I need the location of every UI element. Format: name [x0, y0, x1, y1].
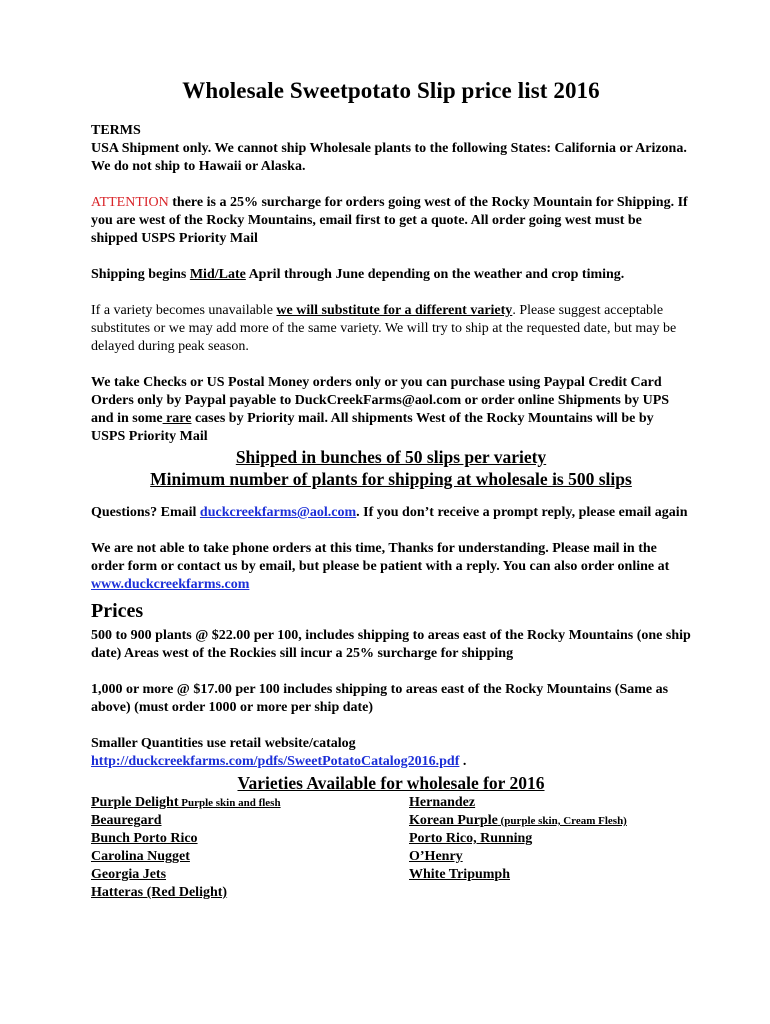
phone-paragraph	[91, 540, 691, 594]
varieties-left-column	[91, 794, 409, 902]
variety-item: White Tripumph	[409, 867, 511, 882]
variety-item: O’Henry	[409, 849, 463, 864]
minimum-headline: Minimum number of plants for shipping at wholesale is 500 slips	[150, 469, 632, 489]
variety-item: Hernandez	[409, 795, 476, 810]
varieties-heading: Varieties Available for wholesale for 2016	[237, 773, 545, 793]
smaller-quantities-paragraph	[91, 735, 691, 771]
variety-item: Hatteras (Red Delight)	[91, 885, 228, 900]
smaller-text: Smaller Quantities use retail website/catalog	[91, 736, 356, 751]
payment-text-after: cases by Priority mail. All shipments West of the Rocky Mountains will be by USPS Priority Mail	[91, 411, 654, 444]
shipping-paragraph	[91, 266, 691, 284]
substitute-text-before: If a variety becomes unavailable	[91, 303, 277, 318]
shipping-text-before: Shipping begins	[91, 267, 190, 282]
price-tier-2: 1,000 or more @ $17.00 per 100 includes shipping to areas east of the Rocky Mountains (Same as above) (must order 1000 or more per ship date)	[91, 682, 669, 715]
terms-text: USA Shipment only. We cannot ship Wholesale plants to the following States: California or Arizona. We do not ship to Hawaii or Alaska.	[91, 141, 687, 174]
payment-emphasis: rare	[162, 411, 192, 426]
variety-item: Bunch Porto Rico	[91, 831, 198, 846]
substitute-text-after: . Please suggest acceptable substitutes or we may add more of the same variety. We will try to ship at the requested date, but may be delayed during peak season.	[91, 303, 677, 354]
shipping-emphasis: Mid/Late	[189, 267, 246, 282]
website-link[interactable]: www.duckcreekfarms.com	[91, 577, 250, 592]
varieties-list	[91, 794, 691, 902]
attention-text: there is a 25% surcharge for orders going west of the Rocky Mountain for Shipping. If you are west of the Rocky Mountains, email first to get a quote. All order going west must be shipped USPS Priority Mail	[91, 195, 688, 246]
terms-heading: TERMS	[91, 123, 141, 138]
attention-label: ATTENTION	[91, 195, 169, 210]
questions-text-after: . If you don’t receive a prompt reply, please email again	[356, 505, 688, 520]
questions-text-before: Questions? Email	[91, 505, 200, 520]
variety-item: Purple Delight Purple skin and flesh	[91, 795, 281, 810]
variety-item: Korean Purple (purple skin, Cream Flesh)	[409, 813, 627, 828]
varieties-right-column	[409, 794, 627, 902]
payment-paragraph	[91, 374, 691, 446]
questions-paragraph	[91, 504, 691, 522]
payment-text-before: We take Checks or US Postal Money orders only or you can purchase using Paypal Credit Card Orders only by Paypal payable to DuckCreekFarms@aol.com or order online Shipments by UPS and in some	[91, 375, 670, 426]
variety-item: Porto Rico, Running	[409, 831, 533, 846]
phone-text-before: We are not able to take phone orders at this time, Thanks for understanding. Please mail in the order form or contact us by email, but please be patient with a reply. You can also order online at	[91, 541, 670, 574]
variety-item: Carolina Nugget	[91, 849, 190, 864]
prices-heading: Prices	[91, 600, 144, 622]
smaller-after: .	[459, 754, 467, 769]
document-page	[91, 76, 691, 902]
variety-item: Beauregard	[91, 813, 162, 828]
page-title: Wholesale Sweetpotato Slip price list 2016	[182, 78, 600, 103]
email-link[interactable]: duckcreekfarms@aol.com	[199, 505, 357, 520]
attention-paragraph	[91, 194, 691, 248]
bunches-headline: Shipped in bunches of 50 slips per variety	[235, 447, 547, 467]
substitute-emphasis: we will substitute for a different variety	[276, 303, 513, 318]
catalog-link[interactable]: http://duckcreekfarms.com/pdfs/SweetPotatoCatalog2016.pdf	[91, 754, 460, 769]
substitute-paragraph	[91, 302, 691, 356]
price-tier-1: 500 to 900 plants @ $22.00 per 100, includes shipping to areas east of the Rocky Mountains (one ship date) Areas west of the Rockies sill incur a 25% surcharge for shipping	[91, 628, 691, 661]
variety-item: Georgia Jets	[91, 867, 167, 882]
shipping-text-after: April through June depending on the weather and crop timing.	[245, 267, 625, 282]
